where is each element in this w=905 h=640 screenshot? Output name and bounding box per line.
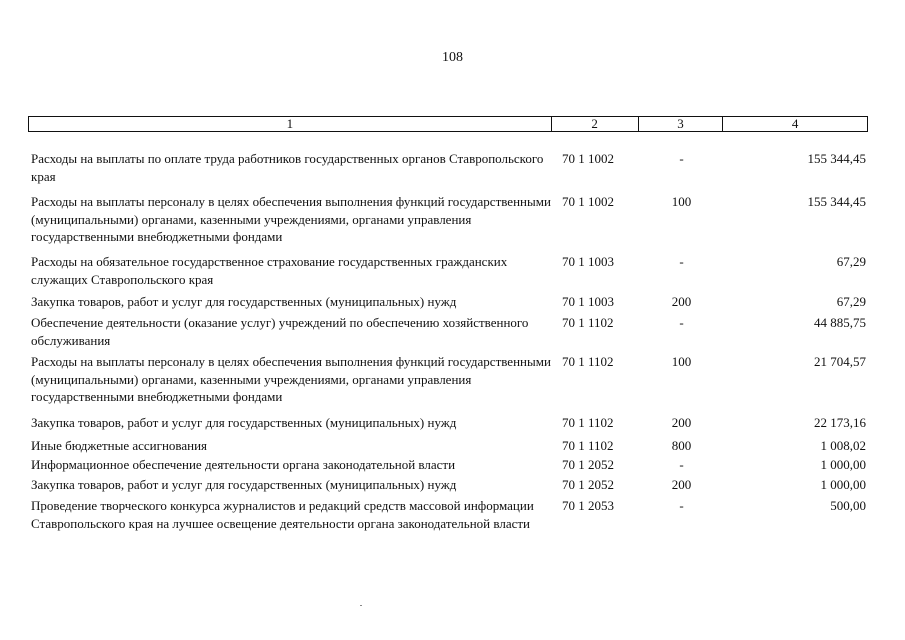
row-code: 70 1 1003 — [562, 294, 614, 309]
row-type: 200 — [671, 415, 692, 430]
header-col-3: 3 — [639, 117, 724, 131]
row-name: Информационное обеспечение деятельности органа законодательной власти — [31, 457, 456, 472]
row-type: - — [679, 315, 684, 330]
row-amount: 21 704,57 — [814, 354, 866, 369]
row-code: 70 1 1102 — [562, 354, 614, 369]
row-amount: 44 885,75 — [814, 315, 866, 330]
row-code: 70 1 2053 — [562, 498, 614, 513]
row-amount: 155 344,45 — [807, 194, 866, 209]
table-row — [28, 414, 868, 432]
row-name: Иные бюджетные ассигнования — [31, 438, 208, 453]
row-code: 70 1 1002 — [562, 151, 614, 166]
row-code: 70 1 1002 — [562, 194, 614, 209]
row-type: - — [679, 151, 684, 166]
row-name: Расходы на выплаты персоналу в целях обеспечения выполнения функций государственными (муниципальными) органами, казенными учреждениями, органами управления государственными внебюджетными фондами — [31, 194, 551, 244]
row-amount: 500,00 — [830, 498, 866, 513]
row-name: Закупка товаров, работ и услуг для государственных (муниципальных) нужд — [31, 415, 457, 430]
row-amount: 67,29 — [836, 294, 866, 309]
row-name: Расходы на обязательное государственное страхование государственных гражданских служащих Ставропольского края — [31, 254, 508, 287]
table-row — [28, 253, 868, 288]
row-name: Закупка товаров, работ и услуг для государственных (муниципальных) нужд — [31, 294, 457, 309]
row-type: 200 — [671, 294, 692, 309]
table-row — [28, 193, 868, 246]
row-type: - — [679, 498, 684, 513]
table-row — [28, 456, 868, 474]
row-code: 70 1 2052 — [562, 477, 614, 492]
row-amount: 67,29 — [836, 254, 866, 269]
header-col-4: 4 — [791, 116, 799, 131]
row-type: 800 — [671, 438, 692, 453]
row-type: 100 — [671, 354, 692, 369]
table-row — [28, 150, 868, 185]
table-row — [28, 437, 868, 455]
row-name: Закупка товаров, работ и услуг для государственных (муниципальных) нужд — [31, 477, 457, 492]
row-name: Расходы на выплаты персоналу в целях обеспечения выполнения функций государственными (муниципальными) органами, казенными учреждениями, органами управления государственными внебюджетными фондами — [31, 354, 551, 404]
row-code: 70 1 1003 — [562, 254, 614, 269]
row-amount: 1 000,00 — [820, 457, 866, 472]
table-row — [28, 293, 868, 311]
row-code: 70 1 1102 — [562, 438, 614, 453]
row-amount: 1 000,00 — [820, 477, 866, 492]
row-code: 70 1 1102 — [562, 415, 614, 430]
row-amount: 22 173,16 — [814, 415, 866, 430]
scan-speck — [360, 605, 362, 606]
row-type: - — [679, 254, 684, 269]
header-col-1: 1 — [29, 117, 552, 131]
budget-table — [28, 116, 868, 531]
row-amount: 155 344,45 — [807, 151, 866, 166]
row-name: Обеспечение деятельности (оказание услуг) учреждений по обеспечению хозяйственного обслуживания — [31, 315, 529, 348]
row-type: 100 — [671, 194, 692, 209]
row-amount: 1 008,02 — [820, 438, 866, 453]
table-row — [28, 353, 868, 406]
page-number: 108 — [442, 50, 463, 65]
row-name: Проведение творческого конкурса журналистов и редакций средств массовой информации Ставропольского края на лучшее освещение деятельности органа законодательной власти — [31, 498, 534, 531]
table-header — [28, 116, 868, 132]
row-type: 200 — [671, 477, 692, 492]
table-row — [28, 476, 868, 494]
row-code: 70 1 1102 — [562, 315, 614, 330]
row-code: 70 1 2052 — [562, 457, 614, 472]
table-row — [28, 497, 868, 532]
table-row — [28, 314, 868, 349]
header-col-2: 2 — [552, 117, 639, 131]
row-name: Расходы на выплаты по оплате труда работников государственных органов Ставропольского края — [31, 151, 544, 184]
row-type: - — [679, 457, 684, 472]
